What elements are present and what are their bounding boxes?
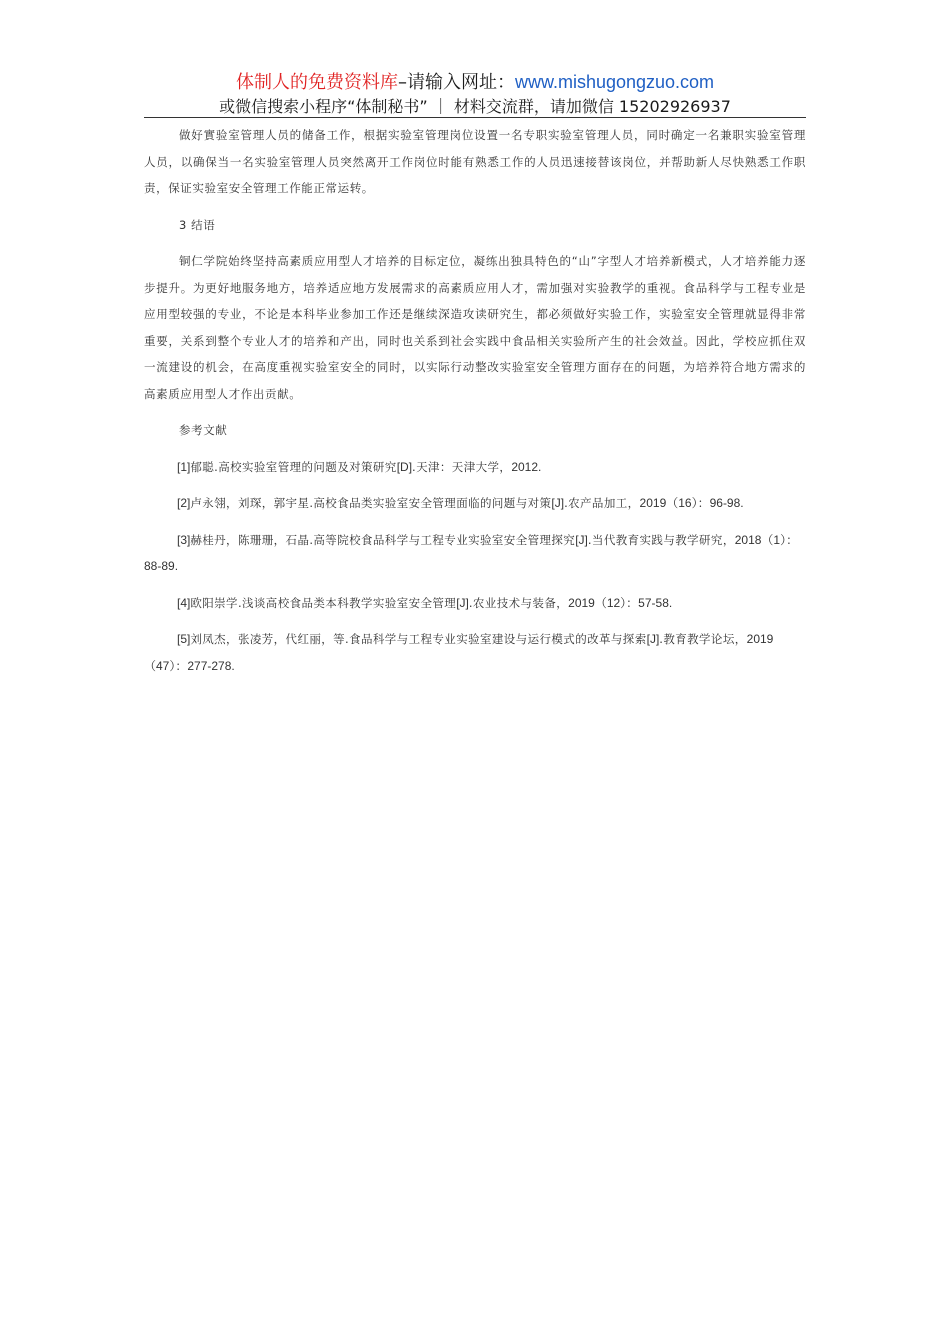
header-contact-line: 或微信搜索小程序“体制秘书” ｜ 材料交流群，请加微信 15202926937 (219, 97, 731, 116)
site-url-link[interactable]: www.mishugongzuo.com (514, 72, 715, 92)
brand-title: 体制人的免费资料库 (235, 72, 398, 93)
page-header (0, 70, 950, 119)
document-body (144, 122, 806, 679)
reference-item: [2]卢永翎，刘琛，郭宇星.高校食品类实验室安全管理面临的问题与对策[J].农产品加工，2019（16）：96-98. (177, 496, 744, 510)
paragraph-conclusion: 铜仁学院始终坚持高素质应用型人才培养的目标定位，凝练出独具特色的“山”字型人才培养新模式，人才培养能力逐步提升。为更好地服务地方，培养适应地方发展需求的高素质应用人才，需加强对实验教学的重视。食品科学与工程专业是应用型较强的专业，不论是本科毕业参加工作还是继续深造攻读研究生，都必须做好实验工作，实验室安全管理就显得非常重要，关系到整个专业人才的培养和产出，同时也关系到社会实践中食品相关实验所产生的社会效益。因此，学校应抓住双一流建设的机会，在高度重视实验室安全的同时，以实际行动整改实验室安全管理方面存在的问题，为培养符合地方需求的高素质应用型人才作出贡献。 (144, 254, 806, 401)
reference-item: [3]赫桂丹，陈珊珊，石晶.高等院校食品科学与工程专业实验室安全管理探究[J].当代教育实践与教学研究，2018（1）：88-89. (144, 532, 799, 573)
paragraph-staff-reserve: 做好實验室管理人员的储备工作，根据实验室管理岗位设置一名专职实验室管理人员，同时确定一名兼职实验室管理人员，以确保当一名实验室管理人员突然离开工作岗位时能有熟悉工作的人员迅速接替该岗位，并帮助新人尽快熟悉工作职责，保证实验室安全管理工作能正常运转。 (144, 128, 806, 195)
header-divider (144, 117, 806, 118)
url-prompt: –请输入网址： (397, 72, 515, 93)
section-heading-conclusion: 3 结语 (179, 217, 216, 232)
reference-item: [4]欧阳崇学.浅谈高校食品类本科教学实验室安全管理[J].农业技术与装备，2019（12）：57-58. (177, 595, 673, 610)
reference-item: [5]刘凤杰，张凌芳，代红丽，等.食品科学与工程专业实验室建设与运行模式的改革与探索[J].教育教学论坛，2019（47）：277-278. (144, 632, 774, 673)
reference-item: [1]郁聪.高校实验室管理的问题及对策研究[D].天津：天津大学，2012. (177, 459, 542, 474)
header-banner (0, 70, 950, 95)
references-heading: 参考文献 (179, 423, 228, 437)
